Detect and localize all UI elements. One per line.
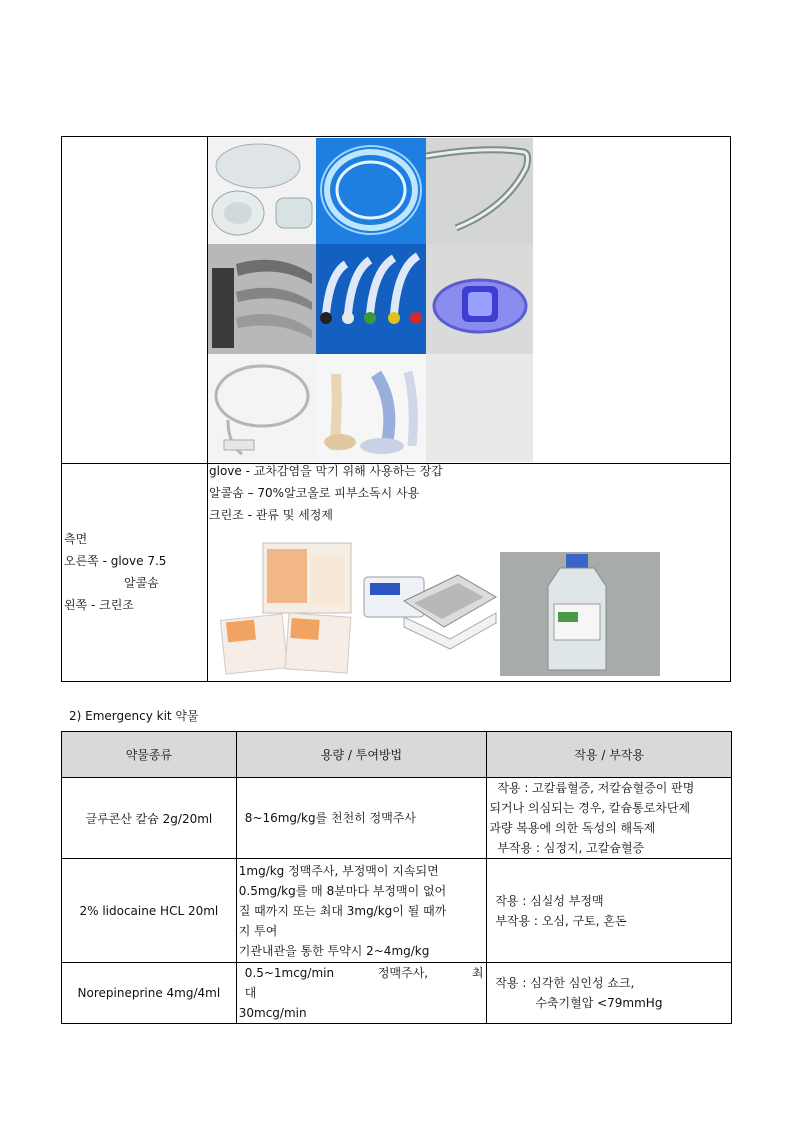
section-title: 2) Emergency kit 약물 (69, 709, 199, 723)
side-line-1: 측면 (64, 532, 88, 546)
effect-line: 작용 : 고칼륨혈증, 저칼슘혈증이 판명 (497, 781, 695, 795)
drug-dose (236, 859, 487, 963)
dose-line: 1mg/kg 정맥주사, 부정맥이 지속되면 (238, 863, 439, 878)
tracheal-tube-coil-photo (316, 138, 426, 244)
table-row (62, 859, 732, 963)
effect-line: 되거나 의심되는 경우, 칼슘통로차단제 (489, 801, 691, 815)
supply-line-3: 크린조 - 관류 및 세정제 (209, 508, 333, 522)
drug-dose (236, 963, 487, 1024)
effect-line: 작용 : 심각한 심인성 쇼크, (495, 976, 635, 990)
header-dose-method: 용량 / 투여방법 (236, 732, 487, 778)
effect-line: 작용 : 심실성 부정맥 (495, 893, 604, 908)
equipment-table (61, 136, 731, 682)
side-line-2: 오른쪽 - glove 7.5 (64, 554, 167, 568)
dose-line: 30mcg/min (238, 1006, 307, 1020)
tracheostomy-tube-photo (316, 354, 426, 462)
supply-line-2: 알콜솜 – 70%알코올로 피부소독시 사용 (209, 486, 420, 500)
effect-line: 부작용 : 오심, 구토, 혼돈 (495, 913, 627, 928)
header-effect: 작용 / 부작용 (487, 732, 732, 778)
dose-line: 지 투여 (238, 923, 278, 938)
drug-effect (487, 859, 732, 963)
empty-photo-slot (426, 354, 533, 462)
effect-line: 수축기혈압 <79mmHg (535, 996, 663, 1010)
supply-description (209, 460, 443, 526)
drug-name: 2% lidocaine HCL 20ml (62, 859, 237, 963)
side-line-3: 알콜솜 (124, 576, 159, 590)
ambu-bag-photo (208, 138, 316, 244)
dose-line: 질 때까지 또는 최대 3mg/kg이 될 때까 (238, 903, 447, 918)
supply-line-1: glove - 교차감염을 막기 위해 사용하는 장갑 (209, 464, 443, 478)
drug-table (61, 731, 732, 1024)
drug-effect (487, 778, 732, 859)
suction-catheter-photo (208, 354, 316, 462)
dose-line: 0.5mg/kg를 매 8분마다 부정맥이 없어 (238, 883, 447, 898)
laryngoscope-blades-photo (208, 244, 316, 354)
dose-line: 8~16mg/kg를 천천히 정맥주사 (244, 811, 416, 825)
drug-name: Norepineprine 4mg/4ml (62, 963, 237, 1024)
side-line-4: 왼쪽 - 크린조 (64, 598, 134, 612)
side-description (64, 528, 166, 616)
header-drug-type: 약물종류 (62, 732, 237, 778)
glove-box-photo (217, 535, 357, 675)
drug-name: 글루콘산 칼슘 2g/20ml (62, 778, 237, 859)
drug-effect (487, 963, 732, 1024)
endotracheal-tube-photo (426, 138, 533, 244)
effect-line: 부작용 : 심정지, 고칼슘혈증 (497, 841, 645, 855)
table-row (62, 963, 732, 1024)
oral-airways-photo (316, 244, 426, 354)
dose-line: 0.5~1mcg/min 정맥주사, 최대 (244, 966, 484, 1000)
saline-bottle-photo (500, 552, 660, 676)
dose-line: 기관내관을 통한 투약시 2~4mg/kg (238, 943, 430, 958)
bite-block-photo (426, 244, 533, 354)
effect-line: 과량 복용에 의한 독성의 해독제 (489, 821, 656, 835)
alcohol-swab-photo (358, 557, 498, 651)
table-row (62, 778, 732, 859)
table-header-row (62, 732, 732, 778)
drug-dose (236, 778, 487, 859)
